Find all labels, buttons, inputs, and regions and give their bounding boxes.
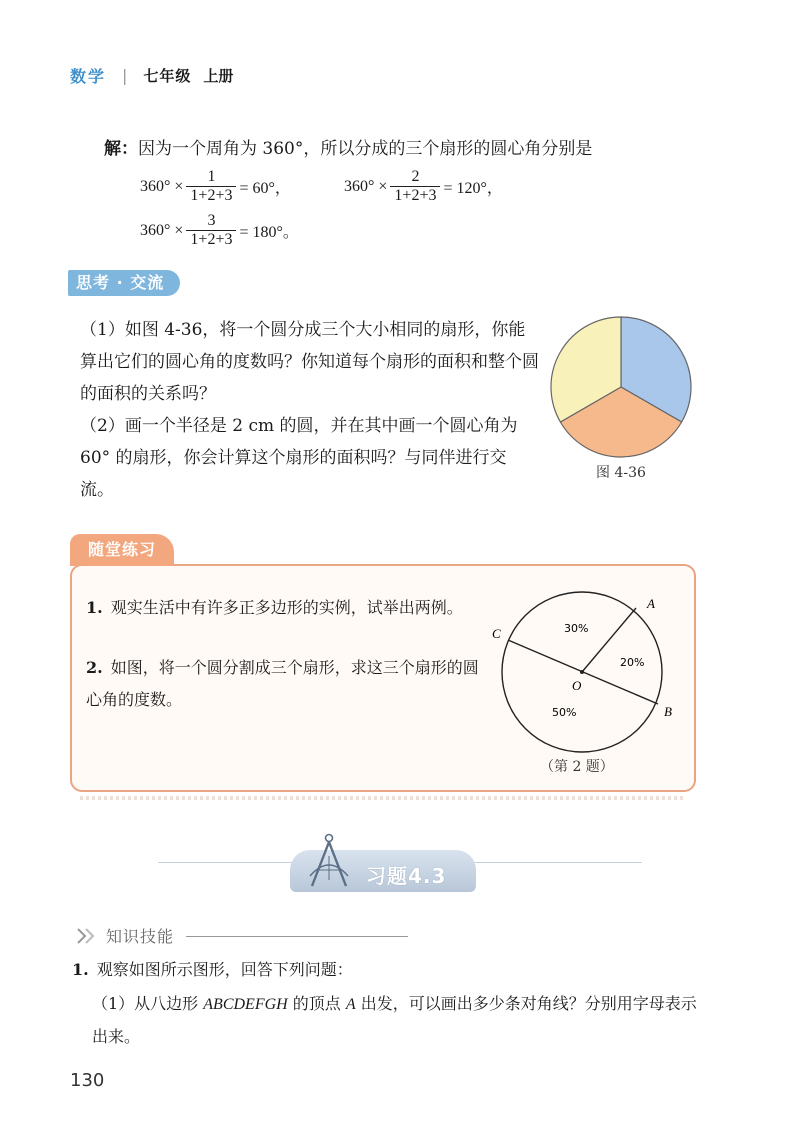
knowledge-skill-label: 知识技能 [106, 927, 175, 946]
label-20-pct: 20% [620, 656, 645, 669]
formula-1-result: = 60°， [239, 180, 291, 197]
label-50-pct: 50% [552, 706, 577, 719]
formula-2 [344, 168, 503, 205]
exercise-q1a-prefix: （1）从八边形 [92, 994, 204, 1013]
think-paragraph-1: （1）如图 4-36，将一个圆分成三个大小相同的扇形，你能算出它们的圆心角的度数吗？你知道每个扇形的面积和整个圆的面积的关系吗？ [80, 320, 539, 404]
solution-lead: 解： [104, 139, 138, 159]
formula-2-fraction [390, 168, 440, 205]
formula-1-numerator: 1 [207, 168, 216, 185]
solution-body: 因为一个周角为 360°，所以分成的三个扇形的圆心角分别是 [138, 139, 593, 159]
formula-1-prefix: 360° × [140, 177, 184, 195]
think-discuss-tag: 思考 · 交流 [68, 270, 180, 296]
formula-2-prefix: 360° × [344, 177, 388, 195]
compass-icon [300, 832, 358, 892]
exercise-title: 习题4.3 [366, 864, 447, 888]
formula-3-prefix: 360° × [140, 221, 184, 239]
label-b: B [664, 704, 672, 719]
exercise-q1a-polygon: ABCDEFGH [203, 996, 288, 1013]
practice-q2-text: 如图，将一个圆分割成三个扇形，求这三个扇形的圆心角的度数。 [86, 658, 479, 709]
formula-2-numerator: 2 [411, 168, 420, 185]
center-point [580, 670, 584, 674]
knowledge-skill-heading [76, 924, 174, 947]
label-o: O [572, 678, 582, 693]
exercise-q1a-vertex: A [345, 996, 356, 1013]
formula-3-result: = 180°。 [239, 224, 299, 241]
formula-1 [140, 168, 291, 205]
exercise-q1-text: 观察如图所示图形，回答下列问题： [96, 960, 353, 979]
double-chevron-icon [76, 926, 98, 946]
exercise-q1a-suffix: 出发，可以画出多少条对角线？分别用字母表示出来。 [92, 994, 697, 1046]
think-paragraph-2: （2）画一个半径是 2 cm 的圆，并在其中画一个圆心角为 60° 的扇形，你会计算这个扇形的面积吗？与同伴进行交流。 [80, 416, 518, 500]
formula-3-denominator: 1+2+3 [186, 230, 236, 249]
exercise-question-1 [72, 954, 353, 986]
page-number: 130 [70, 1070, 105, 1091]
exercise-q1a-mid: 的顶点 [287, 994, 346, 1013]
formula-3 [140, 212, 299, 249]
practice-question-1 [86, 592, 486, 624]
formula-2-result: = 120°， [443, 180, 503, 197]
formula-3-fraction [186, 212, 236, 249]
exercise-question-1a [92, 988, 712, 1053]
label-a: A [647, 596, 655, 611]
header-separator: | [122, 66, 128, 85]
practice-q1-number: 1. [86, 598, 103, 617]
decorative-dotted-line [80, 796, 684, 800]
exercise-q1-number: 1. [72, 960, 89, 979]
formula-1-denominator: 1+2+3 [186, 186, 236, 205]
label-c: C [492, 626, 501, 641]
header-grade: 七年级 [143, 67, 192, 85]
practice-q2-number: 2. [86, 658, 103, 677]
sector-diagram [486, 590, 696, 756]
pie-figure-4-36 [548, 314, 694, 460]
practice-q1-text: 观实生活中有许多正多边形的实例，试举出两例。 [110, 598, 463, 617]
label-30-pct: 30% [564, 622, 589, 635]
page-header [70, 64, 233, 87]
practice-figure-caption: （第 2 题） [540, 759, 614, 775]
solution-text [104, 134, 592, 159]
practice-question-2 [86, 652, 486, 716]
knowledge-skill-rule [186, 936, 408, 937]
header-subject: 数学 [70, 67, 107, 86]
practice-tab: 随堂练习 [70, 534, 174, 566]
formula-3-numerator: 3 [207, 212, 216, 229]
formula-1-fraction [186, 168, 236, 205]
formula-2-denominator: 1+2+3 [390, 186, 440, 205]
figure-4-36-caption: 图 4-36 [596, 465, 646, 481]
header-volume: 上册 [203, 67, 234, 85]
